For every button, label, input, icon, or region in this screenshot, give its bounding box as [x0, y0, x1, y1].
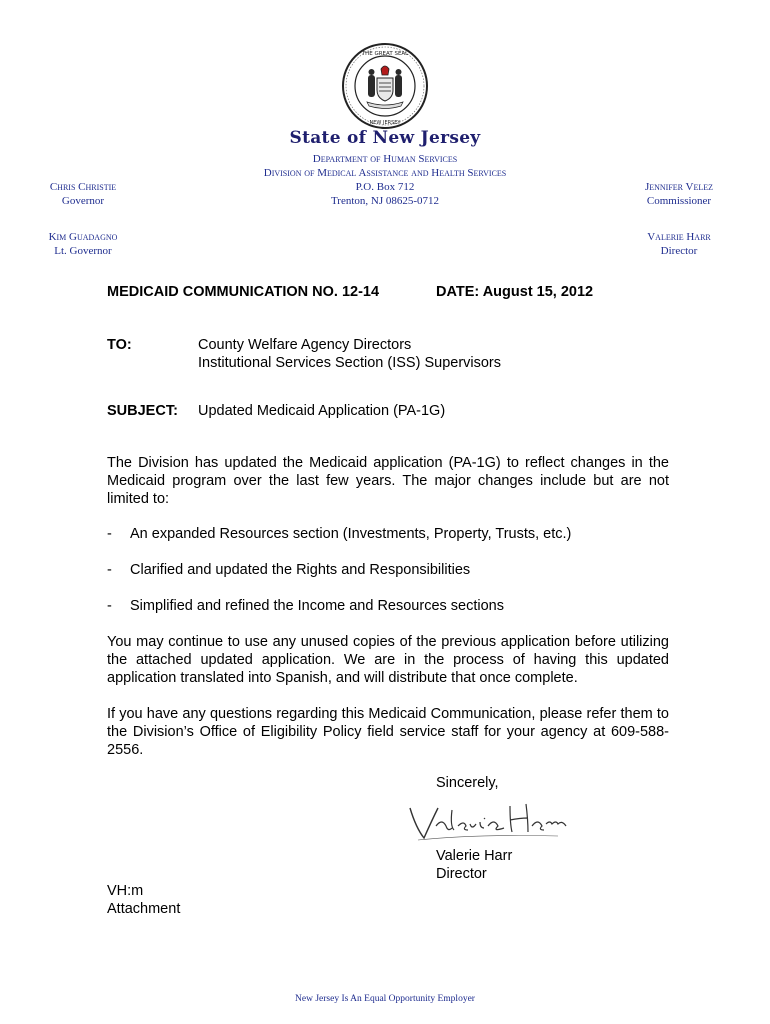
lt-governor-name: Kim Guadagno	[48, 231, 118, 243]
to-recipient-2: Institutional Services Section (ISS) Supervisors	[198, 355, 502, 371]
governor-block	[46, 180, 120, 208]
governor-title: Governor	[61, 195, 105, 207]
director-name: Valerie Harr	[647, 231, 711, 243]
to-label: TO:	[107, 337, 132, 353]
attachment-note: Attachment	[107, 901, 181, 917]
bullet-marker: -	[107, 526, 112, 542]
division-name: Division of Medical Assistance and Health Services	[263, 167, 507, 179]
signature-icon	[398, 796, 578, 848]
director-block	[634, 230, 724, 258]
bullet-item: Clarified and updated the Rights and Responsibilities	[130, 562, 471, 578]
footer-text: New Jersey Is An Equal Opportunity Employer	[295, 994, 475, 1004]
svg-text:THE GREAT SEAL: THE GREAT SEAL	[361, 51, 409, 57]
lt-governor-title: Lt. Governor	[54, 245, 112, 257]
bullet-item: An expanded Resources section (Investments, Property, Trusts, etc.)	[130, 526, 572, 542]
svg-text:NEW JERSEY: NEW JERSEY	[369, 120, 401, 126]
to-recipient-1: County Welfare Agency Directors	[198, 337, 412, 353]
commissioner-title: Commissioner	[646, 195, 712, 207]
intro-paragraph: The Division has updated the Medicaid application (PA-1G) to reflect changes in the Medicaid program over the last few years. The major changes include but are not limited to:	[107, 455, 669, 507]
state-title: State of New Jersey	[289, 128, 481, 148]
subject-label: SUBJECT:	[107, 403, 178, 419]
director-title: Director	[660, 245, 698, 257]
lt-governor-block	[46, 230, 120, 258]
communication-number: MEDICAID COMMUNICATION NO. 12-14	[107, 284, 380, 300]
memo-date: DATE: August 15, 2012	[436, 284, 594, 300]
po-box: P.O. Box 712	[355, 181, 415, 193]
continuation-paragraph: You may continue to use any unused copies of the previous application before utilizing the attached updated application. We are in the process of having this updated application translated into Spanish, and will distribute that once complete.	[107, 634, 669, 686]
signer-title: Director	[436, 866, 487, 882]
state-seal-icon	[341, 42, 429, 130]
commissioner-block	[634, 180, 724, 208]
governor-name: Chris Christie	[49, 181, 117, 193]
closing-salutation: Sincerely,	[436, 775, 499, 791]
signer-name: Valerie Harr	[436, 848, 513, 864]
commissioner-name: Jennifer Velez	[644, 181, 714, 193]
bullet-item: Simplified and refined the Income and Resources sections	[130, 598, 504, 614]
city-address: Trenton, NJ 08625-0712	[330, 195, 440, 207]
questions-paragraph: If you have any questions regarding this Medicaid Communication, please refer them to the Division’s Office of Eligibility Policy field service staff for your agency at 609-588-2556.	[107, 706, 669, 758]
bullet-marker: -	[107, 598, 112, 614]
bullet-marker: -	[107, 562, 112, 578]
department-name: Department of Human Services	[312, 153, 458, 165]
subject-text: Updated Medicaid Application (PA-1G)	[198, 403, 446, 419]
initials: VH:m	[107, 883, 144, 899]
